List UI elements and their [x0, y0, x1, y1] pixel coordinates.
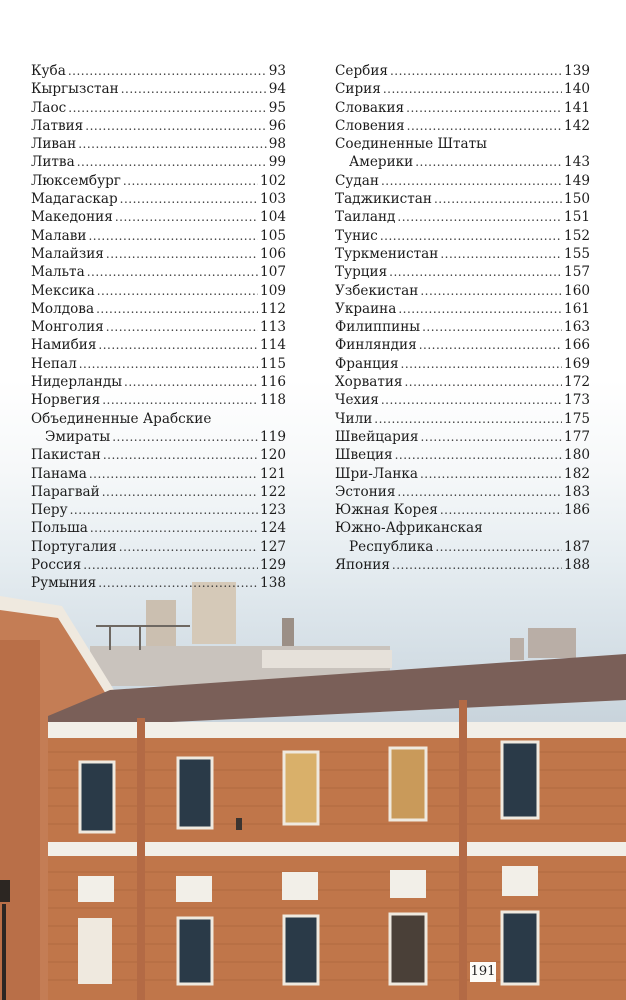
- index-entry: Словакия ..... 141: [335, 99, 590, 117]
- index-entry: Узбекистан ..... 160: [335, 282, 590, 300]
- index-entry: Перу ..... 123: [31, 501, 286, 519]
- index-entry: Финляндия ..... 166: [335, 336, 590, 354]
- index-entry: Таджикистан ..... 150: [335, 190, 590, 208]
- index-entry: Эмираты ..... 119: [31, 428, 286, 446]
- index-entry: Мексика ..... 109: [31, 282, 286, 300]
- index-entry: Мальта ..... 107: [31, 263, 286, 281]
- index-entry: Франция ..... 169: [335, 355, 590, 373]
- index-entry: Норвегия ..... 118: [31, 391, 286, 409]
- index-entry: Сирия ..... 140: [335, 80, 590, 98]
- index-entry: Польша ..... 124: [31, 519, 286, 537]
- index-entry: Швейцария ..... 177: [335, 428, 590, 446]
- index-entry: Филиппины ..... 163: [335, 318, 590, 336]
- index-entry: Шри-Ланка ..... 182: [335, 465, 590, 483]
- index-entry: Панама ..... 121: [31, 465, 286, 483]
- index-entry: Намибия ..... 114: [31, 336, 286, 354]
- index-entry: Парагвай ..... 122: [31, 483, 286, 501]
- index-entry: Непал ..... 115: [31, 355, 286, 373]
- index-column-right: [335, 62, 590, 574]
- index-entry: Южная Корея ..... 186: [335, 501, 590, 519]
- index-entry: Таиланд ..... 151: [335, 208, 590, 226]
- index-entry: Молдова ..... 112: [31, 300, 286, 318]
- index-column-left: [31, 62, 286, 593]
- index-entry: Македония ..... 104: [31, 208, 286, 226]
- index-entry: Республика ..... 187: [335, 538, 590, 556]
- index-entry: Хорватия ..... 172: [335, 373, 590, 391]
- index-entry-heading: Южно-Африканская: [335, 520, 483, 537]
- index-entry: Люксембург ..... 102: [31, 172, 286, 190]
- index-entry: Тунис ..... 152: [335, 227, 590, 245]
- index-entry: Лаос ..... 95: [31, 99, 286, 117]
- index-entry: Швеция ..... 180: [335, 446, 590, 464]
- index-entry: Россия ..... 129: [31, 556, 286, 574]
- index-entry: Монголия ..... 113: [31, 318, 286, 336]
- index-entry: Турция ..... 157: [335, 263, 590, 281]
- index-entry: Латвия ..... 96: [31, 117, 286, 135]
- index-entry: Япония ..... 188: [335, 556, 590, 574]
- index-entry: Словения ..... 142: [335, 117, 590, 135]
- index-entry: Америки ..... 143: [335, 153, 590, 171]
- index-entry: Мадагаскар ..... 103: [31, 190, 286, 208]
- index-entry-heading: Объединенные Арабские: [31, 410, 212, 427]
- index-entry: Украина ..... 161: [335, 300, 590, 318]
- index-entry: Куба ..... 93: [31, 62, 286, 80]
- index-entry: Эстония ..... 183: [335, 483, 590, 501]
- index-entry: Чехия ..... 173: [335, 391, 590, 409]
- index-entry: Судан ..... 149: [335, 172, 590, 190]
- page-number: 191: [470, 962, 496, 982]
- index-entry: Туркменистан ..... 155: [335, 245, 590, 263]
- index-entry: Пакистан ..... 120: [31, 446, 286, 464]
- index-entry-heading: Соединенные Штаты: [335, 136, 487, 153]
- index-entry: Португалия ..... 127: [31, 538, 286, 556]
- index-entry: Малайзия ..... 106: [31, 245, 286, 263]
- index-entry: Малави ..... 105: [31, 227, 286, 245]
- index-entry: Литва ..... 99: [31, 153, 286, 171]
- index-entry: Румыния ..... 138: [31, 574, 286, 592]
- index-entry: Чили ..... 175: [335, 410, 590, 428]
- index-entry: Кыргызстан ..... 94: [31, 80, 286, 98]
- index-entry: Сербия ..... 139: [335, 62, 590, 80]
- index-entry: Нидерланды ..... 116: [31, 373, 286, 391]
- index-entry: Ливан ..... 98: [31, 135, 286, 153]
